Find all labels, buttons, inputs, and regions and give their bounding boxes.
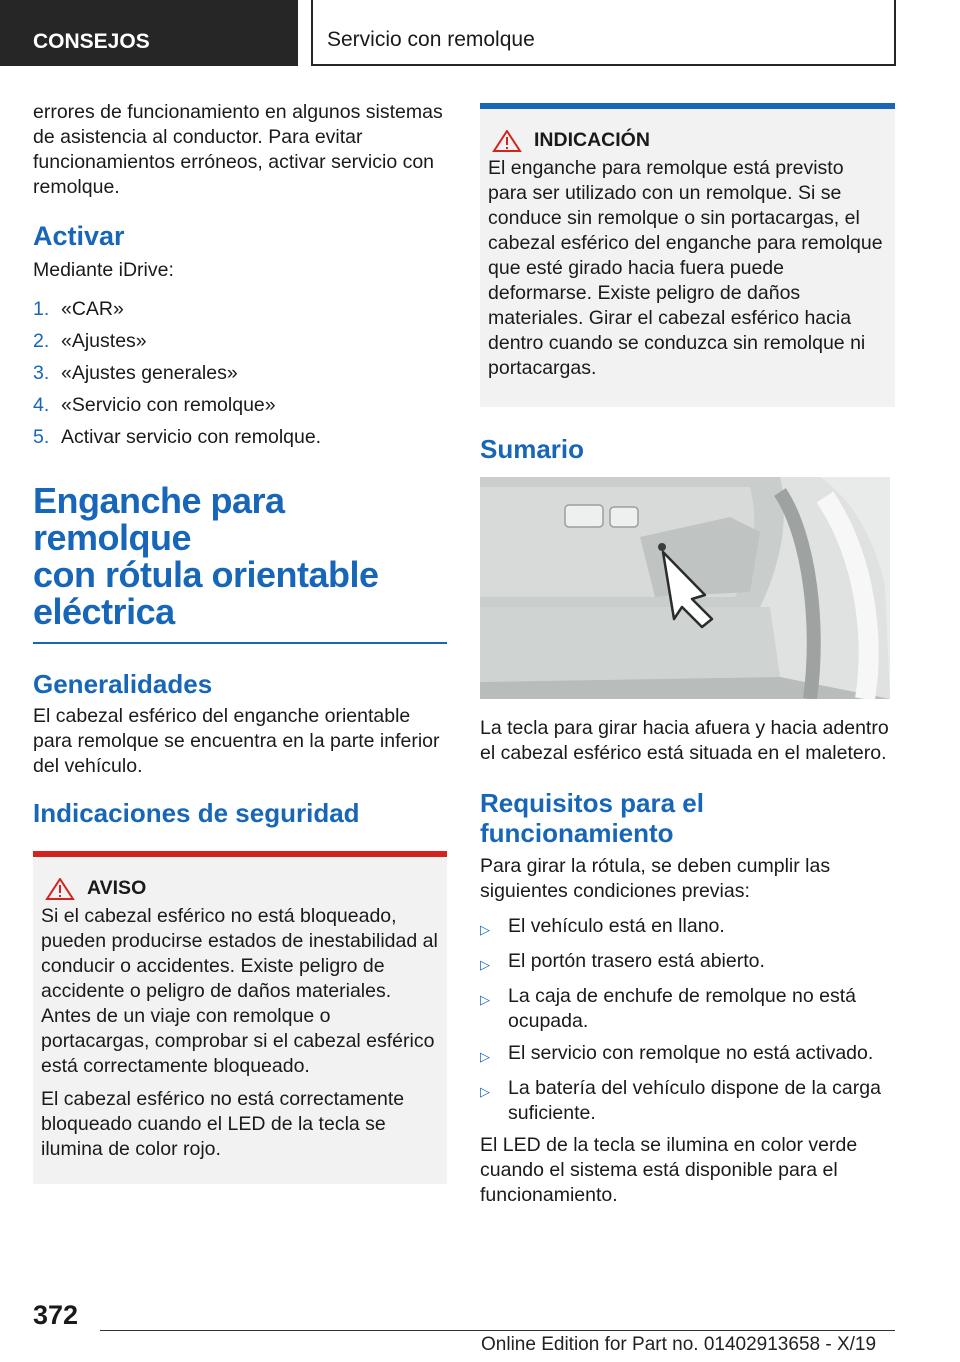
step-item: [33, 361, 447, 386]
heading-divider: [33, 642, 447, 644]
list-item-text: El servicio con remolque no está activado.: [508, 1042, 874, 1064]
indicacion-label: INDICACIÓN: [534, 129, 650, 151]
generalidades-paragraph: El cabezal esférico del enganche orientable para remolque se encuentra en la parte inferior del vehículo.: [33, 705, 440, 777]
sumario-heading: Sumario: [480, 434, 585, 464]
indicacion-paragraph: El enganche para remolque está previsto para ser utilizado con un remolque. Si se conduce sin remolque o sin portacargas, el cabezal esférico del enganche para remolque que esté girado hacia fuera puede deformarse. Existe peligro de daños materiales. Girar el cabezal esférico hacia dentro cuando se conduzca sin remolque ni portacargas.: [488, 157, 883, 379]
step-text: «CAR»: [61, 298, 124, 320]
list-item: [480, 914, 895, 942]
section-tab: CONSEJOS: [0, 0, 298, 66]
left-column: [33, 100, 447, 1184]
activar-heading: Activar: [33, 221, 125, 251]
seguridad-heading: Indicaciones de seguridad: [33, 798, 360, 828]
list-item: [480, 1076, 895, 1126]
intro-paragraph: errores de funcionamiento en algunos sistemas de asistencia al conductor. Para evitar funcionamientos erróneos, activar servicio con remolque.: [33, 101, 443, 198]
warning-triangle-icon: [45, 878, 75, 900]
photo-caption: La tecla para girar hacia afuera y hacia adentro el cabezal esférico está situada en el maletero.: [480, 717, 889, 764]
requisitos-lead: Para girar la rótula, se deben cumplir las siguientes condiciones previas:: [480, 855, 831, 902]
step-number: 5.: [33, 426, 50, 448]
requisitos-heading-line: funcionamiento: [480, 818, 674, 848]
led-paragraph: El LED de la tecla se ilumina en color verde cuando el sistema está disponible para el funcionamiento.: [480, 1134, 858, 1206]
requisitos-list: [480, 914, 895, 1126]
triangle-bullet-icon: ▷: [480, 957, 490, 972]
triangle-bullet-icon: ▷: [480, 922, 490, 937]
main-heading-line: eléctrica: [33, 591, 175, 632]
warning-triangle-icon: [492, 130, 522, 152]
step-text: Activar servicio con remolque.: [61, 426, 322, 448]
indicacion-header: [488, 129, 887, 152]
requisitos-heading-line: Requisitos para el: [480, 788, 704, 818]
list-item-text: La batería del vehículo dispone de la carga suficiente.: [508, 1077, 881, 1124]
page-header: [0, 0, 960, 66]
step-item: [33, 329, 447, 354]
activar-steps: [33, 297, 447, 450]
chapter-title: Servicio con remolque: [311, 0, 896, 66]
step-text: «Ajustes»: [61, 330, 147, 352]
main-heading-line: Enganche para remolque: [33, 480, 285, 558]
generalidades-heading: Generalidades: [33, 669, 213, 699]
list-item-text: El vehículo está en llano.: [508, 915, 725, 937]
list-item: [480, 1041, 895, 1069]
step-number: 2.: [33, 330, 50, 352]
step-number: 1.: [33, 298, 50, 320]
edition-note: Online Edition for Part no. 01402913658 - X/19: [481, 1334, 877, 1355]
main-heading: [33, 482, 447, 630]
aviso-paragraph: Si el cabezal esférico no está bloqueado, pueden producirse estados de inestabilidad al conducir o accidentes. Existe peligro de accidente o peligro de daños materiales. Antes de un viaje con remolque o portacargas, comprobar si el cabezal esférico está correctamente bloqueado.: [41, 905, 438, 1077]
step-item: [33, 393, 447, 418]
step-text: «Servicio con remolque»: [61, 394, 276, 416]
activar-lead: Mediante iDrive:: [33, 259, 174, 281]
step-number: 3.: [33, 362, 50, 384]
step-item: [33, 425, 447, 450]
aviso-label: AVISO: [87, 877, 147, 899]
triangle-bullet-icon: ▷: [480, 992, 490, 1007]
aviso-box: [33, 851, 447, 1184]
footer-divider: [100, 1330, 895, 1331]
triangle-bullet-icon: ▷: [480, 1049, 490, 1064]
aviso-paragraph: El cabezal esférico no está correctamente bloqueado cuando el LED de la tecla se ilumina de color rojo.: [41, 1088, 405, 1160]
right-column: [480, 103, 895, 1216]
main-heading-line: con rótula orientable: [33, 554, 379, 595]
list-item: [480, 984, 895, 1034]
triangle-bullet-icon: ▷: [480, 1084, 490, 1099]
list-item: [480, 949, 895, 977]
step-number: 4.: [33, 394, 50, 416]
list-item-text: El portón trasero está abierto.: [508, 950, 765, 972]
page-number: 372: [33, 1300, 79, 1330]
step-text: «Ajustes generales»: [61, 362, 238, 384]
requisitos-heading: [480, 788, 895, 848]
list-item-text: La caja de enchufe de remolque no está ocupada.: [508, 985, 857, 1032]
step-item: [33, 297, 447, 322]
trunk-photo: [480, 477, 890, 699]
aviso-header: [41, 877, 439, 900]
indicacion-box: [480, 103, 895, 407]
